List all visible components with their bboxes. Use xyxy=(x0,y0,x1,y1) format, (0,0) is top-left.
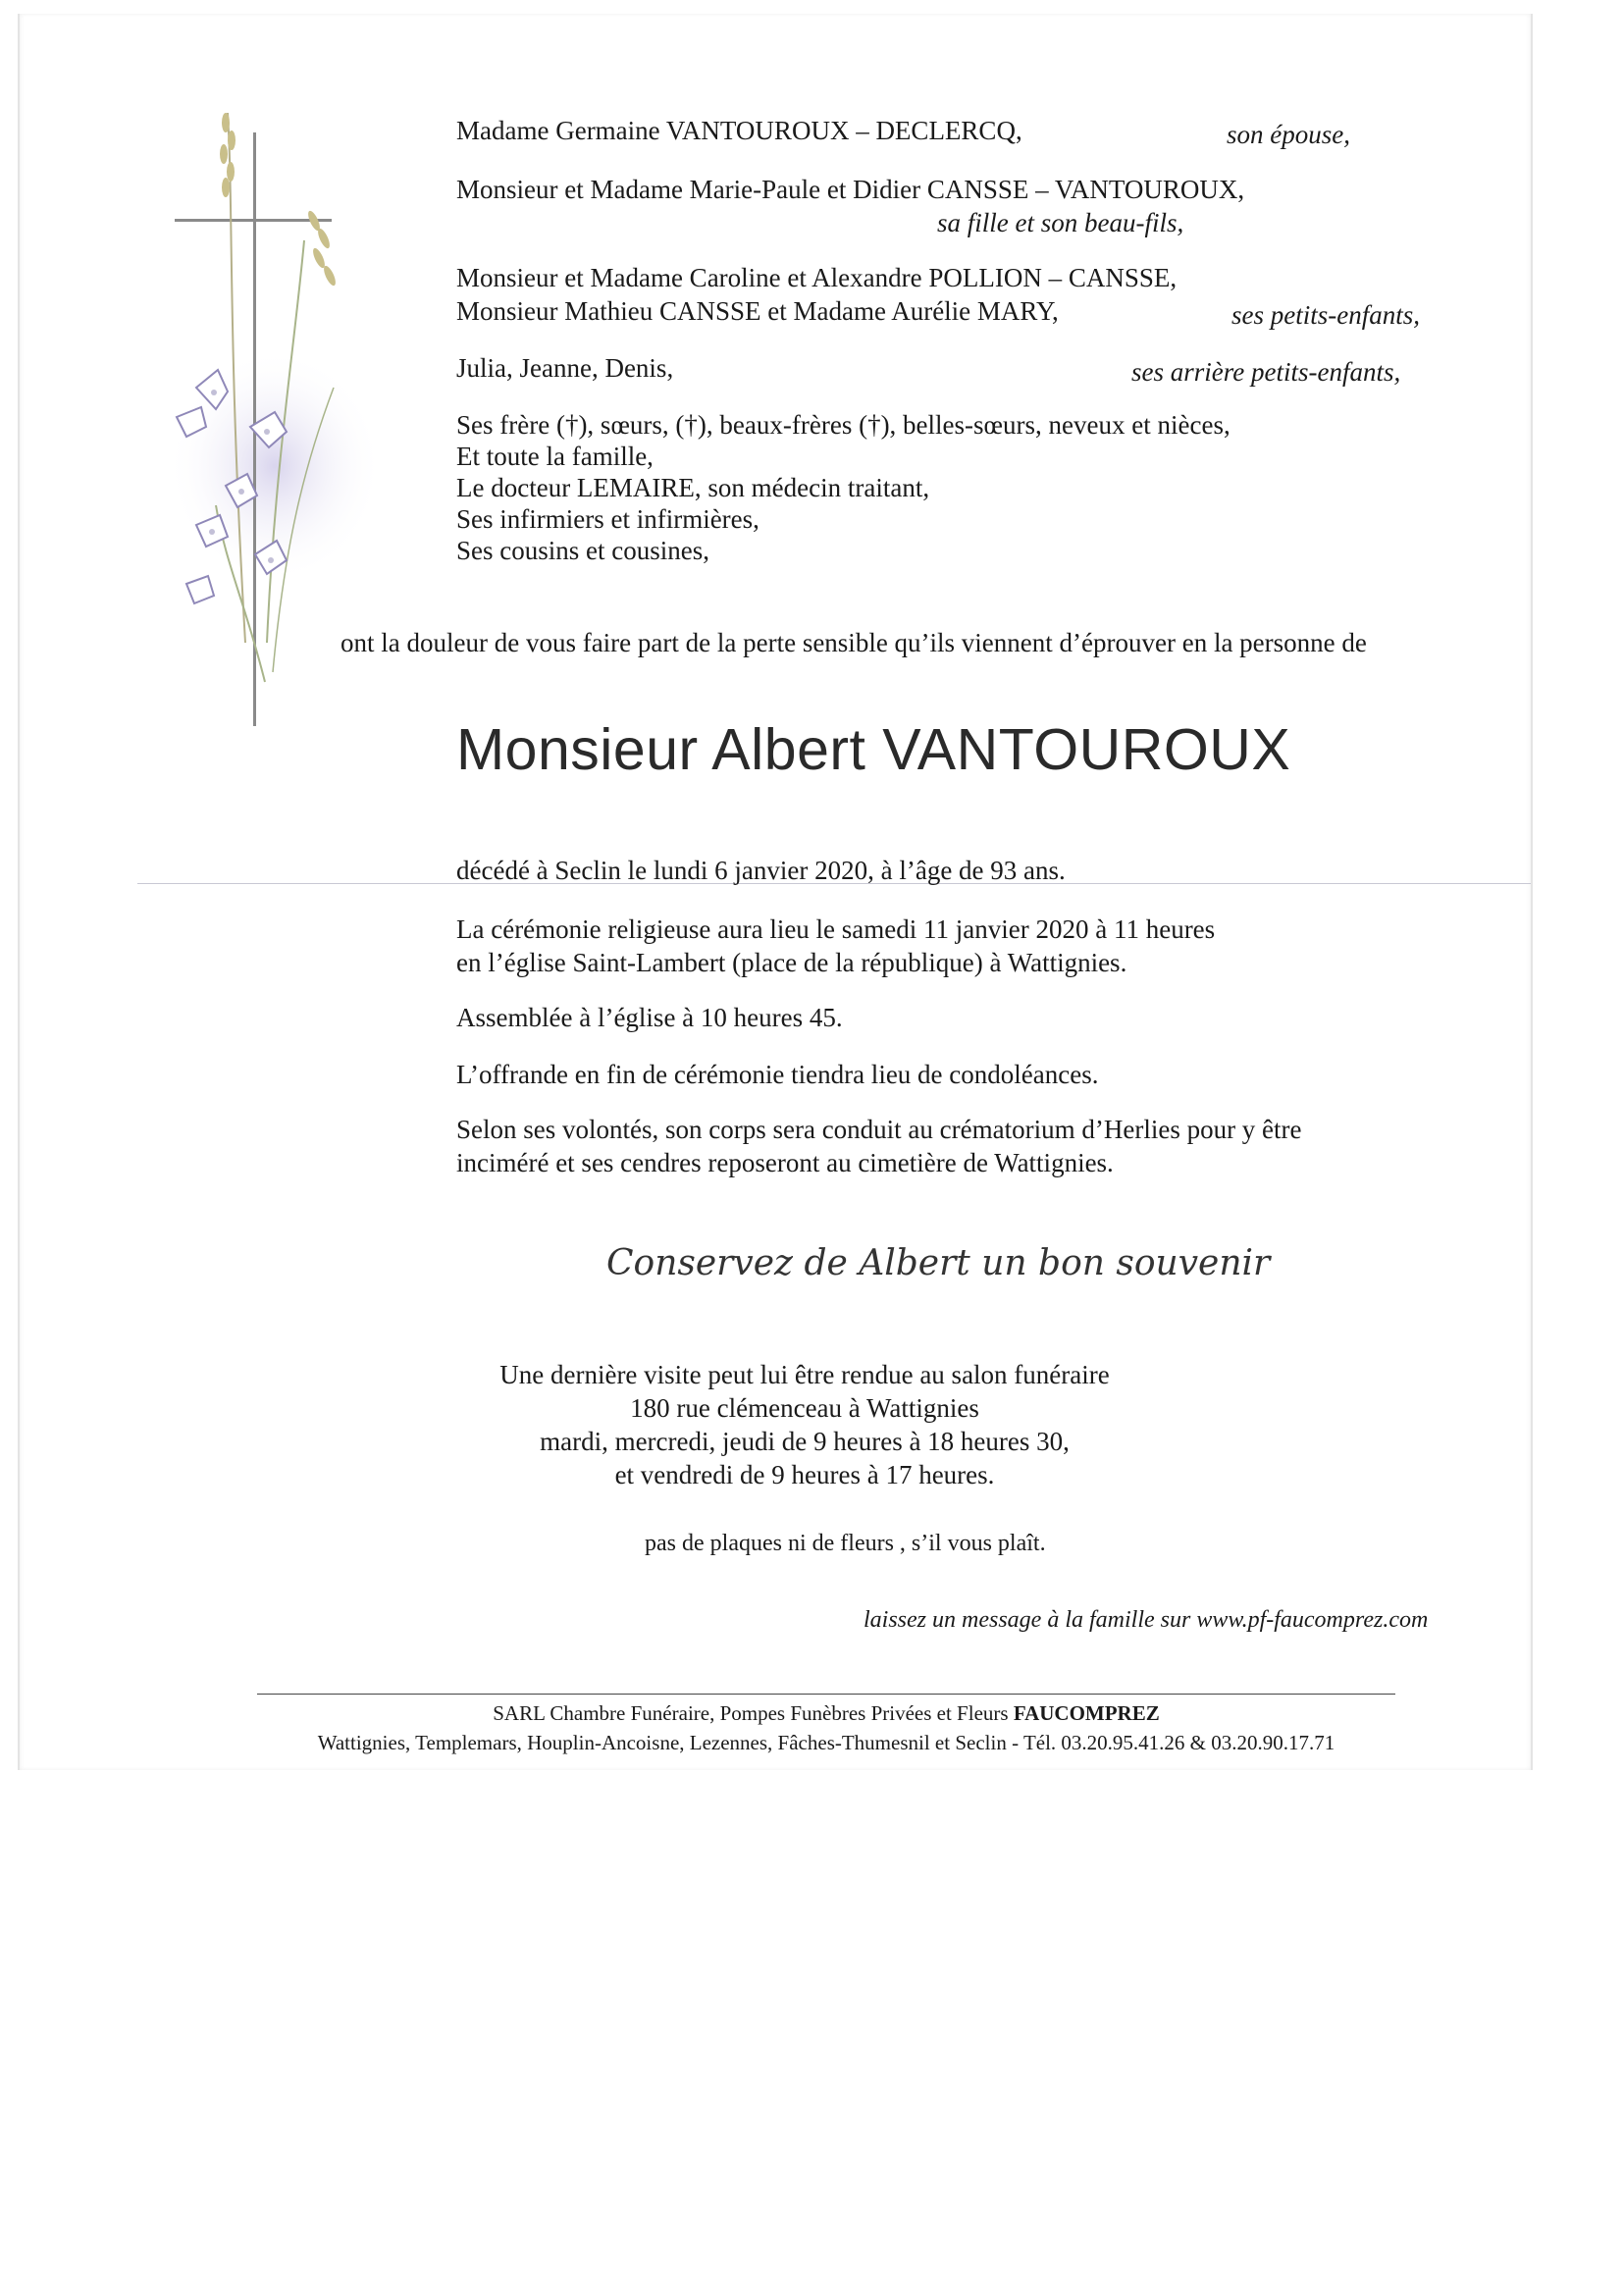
announcement-text: ont la douleur de vous faire part de la perte sensible qu’ils viennent d’éprouver en la personne de xyxy=(340,628,1367,657)
assembly-time: Assemblée à l’église à 10 heures 45. xyxy=(456,1003,843,1032)
remembrance-text: Conservez de Albert un bon souvenir xyxy=(606,1243,1271,1283)
visit-line-2: 180 rue clémenceau à Wattignies xyxy=(630,1393,979,1423)
daughter-name: Monsieur et Madame Marie-Paule et Didier CANSSE – VANTOUROUX, xyxy=(456,175,1245,204)
footer-company xyxy=(257,1701,1395,1726)
grandchildren-relation: ses petits-enfants, xyxy=(1231,300,1420,330)
family-others-4: Ses infirmiers et infirmières, xyxy=(456,504,759,534)
great-grandchildren-relation: ses arrière petits-enfants, xyxy=(1131,357,1401,387)
wishes-line-1: Selon ses volontés, son corps sera conduit au crématorium d’Herlies pour y être xyxy=(456,1115,1302,1144)
offering-note: L’offrande en fin de cérémonie tiendra lieu de condoléances. xyxy=(456,1060,1099,1089)
ceremony-line-2: en l’église Saint-Lambert (place de la république) à Wattignies. xyxy=(456,948,1127,977)
visit-line-4: et vendredi de 9 heures à 17 heures. xyxy=(614,1460,995,1489)
great-grandchildren-names: Julia, Jeanne, Denis, xyxy=(456,353,674,383)
daughter-relation: sa fille et son beau-fils, xyxy=(937,208,1184,237)
deceased-name: Monsieur Albert VANTOUROUX xyxy=(456,717,1291,782)
visit-line-1: Une dernière visite peut lui être rendue au salon funéraire xyxy=(499,1360,1110,1389)
ceremony-line-1: La cérémonie religieuse aura lieu le samedi 11 janvier 2020 à 11 heures xyxy=(456,914,1216,944)
grandchildren-line-2: Monsieur Mathieu CANSSE et Madame Aurélie MARY, xyxy=(456,296,1059,326)
wife-relation: son épouse, xyxy=(1227,120,1350,149)
cross-horizontal-icon xyxy=(175,219,332,222)
footer-company-brand: FAUCOMPREZ xyxy=(1013,1701,1160,1725)
family-others-5: Ses cousins et cousines, xyxy=(456,536,709,565)
family-others-3: Le docteur LEMAIRE, son médecin traitant, xyxy=(456,473,930,502)
wheat-icon xyxy=(220,113,338,287)
footer-divider xyxy=(257,1694,1395,1695)
visit-line-3: mardi, mercredi, jeudi de 9 heures à 18 heures 30, xyxy=(540,1427,1070,1456)
grandchildren-line-1: Monsieur et Madame Caroline et Alexandre POLLION – CANSSE, xyxy=(456,263,1178,292)
footer-company-prefix: SARL Chambre Funéraire, Pompes Funèbres Privées et Fleurs xyxy=(493,1701,1009,1725)
death-details: décédé à Seclin le lundi 6 janvier 2020, à l’âge de 93 ans. xyxy=(456,856,1066,885)
wife-name: Madame Germaine VANTOUROUX – DECLERCQ, xyxy=(456,116,1022,145)
flowers-note: pas de plaques ni de fleurs , s’il vous plaît. xyxy=(645,1531,1046,1556)
family-others-1: Ses frère (†), sœurs, (†), beaux-frères (†), belles-sœurs, neveux et nièces, xyxy=(456,410,1230,440)
footer-contact: Wattignies, Templemars, Houplin-Ancoisne, Lezennes, Fâches-Thumesnil et Seclin - Tél. 03.20.95.41.26 & 03.20.90.17.71 xyxy=(317,1731,1335,1754)
wishes-line-2: inciméré et ses cendres reposeront au cimetière de Wattignies. xyxy=(456,1148,1114,1177)
family-others-2: Et toute la famille, xyxy=(456,442,654,471)
message-link[interactable]: laissez un message à la famille sur www.pf-faucomprez.com xyxy=(864,1607,1429,1633)
